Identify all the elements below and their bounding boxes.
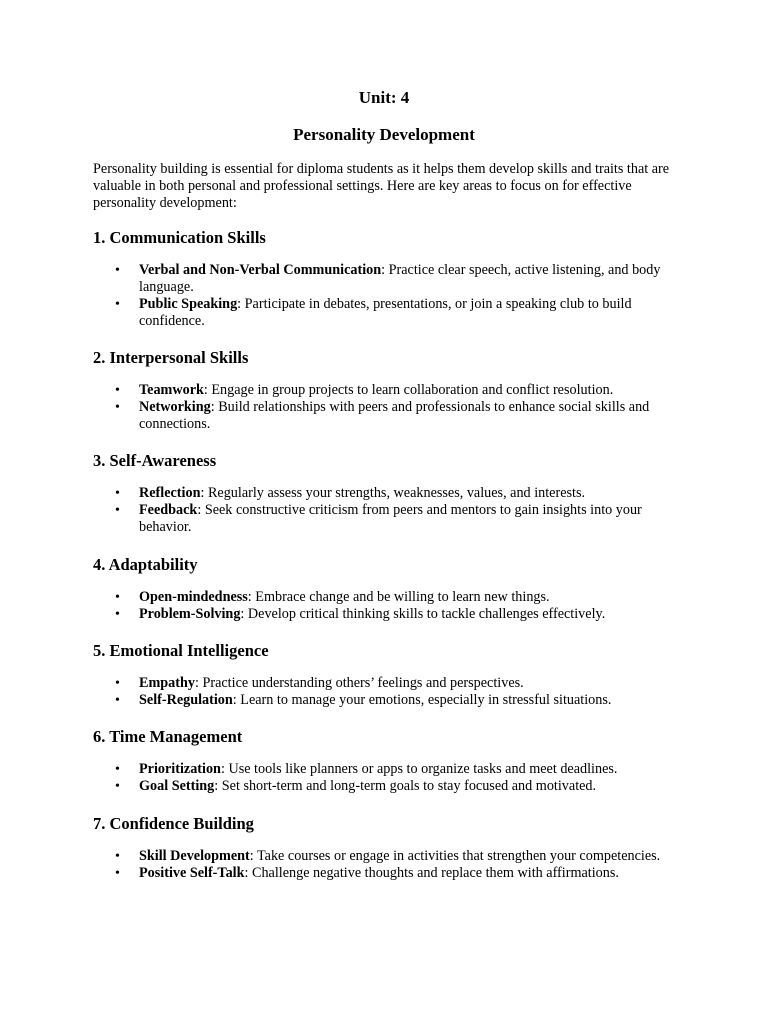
bullet-list bbox=[93, 485, 693, 536]
item-term: Public Speaking bbox=[139, 296, 238, 312]
list-item bbox=[93, 692, 679, 709]
section-self-awareness bbox=[93, 451, 693, 536]
list-item bbox=[93, 589, 679, 606]
bullet-icon: • bbox=[115, 400, 120, 415]
intro-paragraph: Personality building is essential for diploma students as it helps them develop skills and traits that are valuable in both personal and professional settings. Here are key areas to focus on for effective personality development: bbox=[93, 161, 670, 211]
item-text: : Seek constructive criticism from peers and mentors to gain insights into your behavior. bbox=[139, 502, 642, 535]
section-confidence-building bbox=[93, 814, 693, 882]
list-item bbox=[93, 485, 679, 502]
list-item bbox=[93, 296, 679, 330]
bullet-icon: • bbox=[115, 486, 120, 501]
section-heading: 1. Communication Skills bbox=[93, 228, 266, 247]
item-text: : Use tools like planners or apps to organize tasks and meet deadlines. bbox=[220, 761, 618, 777]
section-heading: 5. Emotional Intelligence bbox=[93, 641, 269, 660]
item-term: Goal Setting bbox=[139, 778, 215, 794]
bullet-icon: • bbox=[115, 693, 120, 708]
bullet-icon: • bbox=[115, 263, 120, 278]
item-text: : Embrace change and be willing to learn new things. bbox=[247, 589, 550, 605]
section-heading: 2. Interpersonal Skills bbox=[93, 348, 249, 367]
list-item bbox=[93, 865, 679, 882]
item-term: Self-Regulation bbox=[139, 692, 233, 708]
item-term: Teamwork bbox=[139, 382, 204, 398]
bullet-icon: • bbox=[115, 383, 120, 398]
bullet-list bbox=[93, 382, 693, 433]
item-text: : Practice clear speech, active listening, and body language. bbox=[139, 262, 661, 295]
item-term: Prioritization bbox=[139, 761, 221, 777]
section-emotional-intelligence bbox=[93, 641, 693, 709]
list-item bbox=[93, 675, 679, 692]
list-item bbox=[93, 606, 679, 623]
bullet-icon: • bbox=[115, 503, 120, 518]
bullet-list bbox=[93, 675, 693, 709]
page-title: Personality Development bbox=[293, 125, 475, 144]
section-heading: 6. Time Management bbox=[93, 727, 243, 746]
bullet-icon: • bbox=[115, 297, 120, 312]
bullet-list bbox=[93, 589, 693, 623]
item-text: : Develop critical thinking skills to tackle challenges effectively. bbox=[240, 606, 606, 622]
item-term: Reflection bbox=[139, 485, 201, 501]
item-term: Empathy bbox=[139, 675, 195, 691]
item-text: : Take courses or engage in activities that strengthen your competencies. bbox=[249, 848, 661, 864]
item-text: : Engage in group projects to learn collaboration and conflict resolution. bbox=[203, 382, 614, 398]
list-item bbox=[93, 262, 679, 296]
list-item bbox=[93, 502, 679, 536]
item-term: Networking bbox=[139, 399, 211, 415]
bullet-icon: • bbox=[115, 849, 120, 864]
bullet-icon: • bbox=[115, 779, 120, 794]
item-term: Feedback bbox=[139, 502, 198, 518]
item-text: : Build relationships with peers and professionals to enhance social skills and connections. bbox=[139, 399, 650, 432]
section-heading: 3. Self-Awareness bbox=[93, 451, 217, 470]
bullet-list bbox=[93, 262, 693, 330]
bullet-icon: • bbox=[115, 866, 120, 881]
section-heading: 7. Confidence Building bbox=[93, 814, 254, 833]
bullet-list bbox=[93, 848, 693, 882]
section-adaptability bbox=[93, 555, 693, 623]
list-item bbox=[93, 399, 679, 433]
bullet-icon: • bbox=[115, 762, 120, 777]
section-time-management bbox=[93, 727, 693, 795]
list-item bbox=[93, 778, 679, 795]
list-item bbox=[93, 761, 679, 778]
section-communication-skills bbox=[93, 228, 693, 330]
bullet-list bbox=[93, 761, 693, 795]
item-term: Problem-Solving bbox=[139, 606, 241, 622]
item-term: Skill Development bbox=[139, 848, 250, 864]
item-term: Verbal and Non-Verbal Communication bbox=[139, 262, 382, 278]
item-text: : Practice understanding others’ feelings and perspectives. bbox=[194, 675, 524, 691]
item-text: : Regularly assess your strengths, weaknesses, values, and interests. bbox=[200, 485, 586, 501]
section-interpersonal-skills bbox=[93, 348, 693, 433]
list-item bbox=[93, 848, 679, 865]
item-term: Positive Self-Talk bbox=[139, 865, 245, 881]
list-item bbox=[93, 382, 679, 399]
item-text: : Challenge negative thoughts and replace them with affirmations. bbox=[244, 865, 619, 881]
item-text: : Participate in debates, presentations, or join a speaking club to build confidence. bbox=[139, 296, 632, 329]
bullet-icon: • bbox=[115, 676, 120, 691]
item-text: : Set short-term and long-term goals to stay focused and motivated. bbox=[214, 778, 597, 794]
bullet-icon: • bbox=[115, 590, 120, 605]
item-text: : Learn to manage your emotions, especially in stressful situations. bbox=[232, 692, 612, 708]
item-term: Open-mindedness bbox=[139, 589, 248, 605]
section-heading: 4. Adaptability bbox=[93, 555, 198, 574]
unit-title: Unit: 4 bbox=[358, 88, 410, 107]
bullet-icon: • bbox=[115, 607, 120, 622]
